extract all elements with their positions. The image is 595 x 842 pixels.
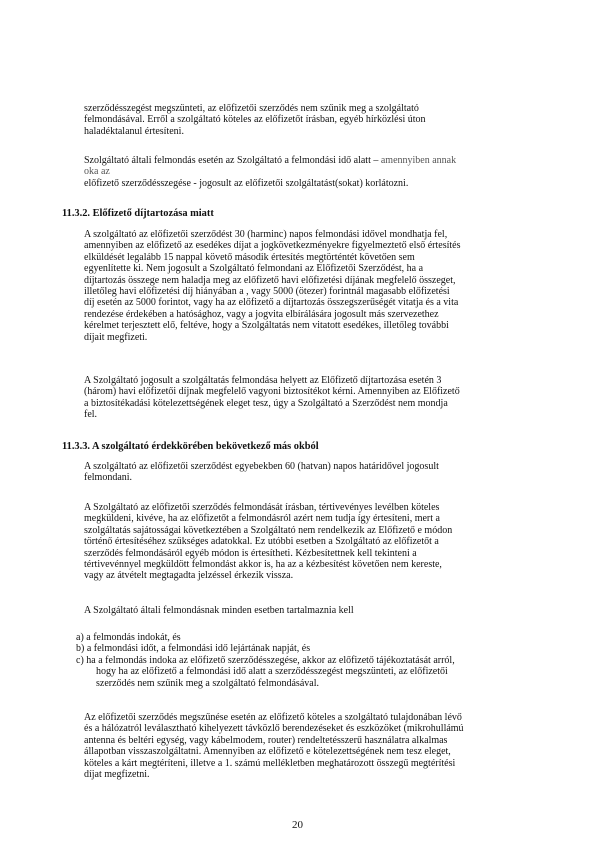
text-line: amennyiben az előfizető az esedékes díjat a jogkövetkezményekre figyelmeztető első értesítés: [84, 240, 461, 252]
paragraph-equipment-return: [84, 712, 536, 780]
text-line: rendezése érdekében a hatósághoz, vagy a jogvita elbírálására jogosult más szervezethez: [84, 308, 439, 320]
text-line: díjat megfizetni.: [84, 769, 150, 781]
text-line: a biztosítékadási kötelezettségének eleget tesz, úgy a Szolgáltató a Szerződést nem mondja: [84, 397, 448, 409]
text-line: kérelmet terjesztett elő, feltéve, hogy a Szolgáltatás nem vitatott esedékes, illetőleg további: [84, 320, 449, 332]
text-line: antenna és beltéri egység, vagy kábelmodem, router) rendeltetésszerű használatra alkalmas: [84, 734, 448, 746]
text-line: egyenlítette ki. Nem jogosult a Szolgáltató felmondani az Előfizetői Szerződést, ha a: [84, 263, 424, 275]
text-line: szerződésszegést megszünteti, az előfizetői szerződés nem szűnik meg a szolgáltató: [84, 103, 419, 114]
text-line: haladéktalanul értesíteni.: [84, 125, 184, 137]
text-line: állapotban visszaszolgáltatni. Amennyiben az előfizető e kötelezettségének nem tesz eleget,: [84, 746, 451, 758]
text-line: A Szolgáltató általi felmondásnak minden esetben tartalmaznia kell: [84, 605, 354, 616]
text-line: köteles a kárt megtéríteni, illetve a 1. számú mellékletben meghatározott összegű megtérítési: [84, 757, 456, 769]
paragraph-termination-notice: [84, 103, 536, 137]
text-line: előfizető szerződésszegése - jogosult az előfizetői szolgáltatást(sokat) korlátozni.: [84, 177, 409, 189]
text-line: szerződés felmondásáról egyéb módon is értesítheti. Kézbesítettnek kell tekinteni a: [84, 547, 417, 559]
text-line: A Szolgáltató jogosult a szolgáltatás felmondása helyett az Előfizető díjtartozása esetén 3: [84, 375, 442, 386]
paragraph-60-day-notice: [84, 461, 536, 484]
text-line: és a hálózatról leválasztható kihelyezett távközlő berendezéseket és eszközöket (mikrohullámú: [84, 723, 464, 735]
text-line: történő értesítéséhez szükséges adatokkal. Ez utóbbi esetben a Szolgáltató az előfizetőt a: [84, 536, 439, 548]
text-line: felmondásával. Erről a szolgáltató köteles az előfizetőt írásban, egyéb hírközlési úton: [84, 114, 426, 126]
paragraph-payment-arrears: [84, 229, 536, 343]
list-item-c-continuation: hogy ha az előfizető a felmondási idő alatt a szerződésszegést megszünteti, az előfizetői: [96, 666, 448, 678]
text-line: megküldeni, kivéve, ha az előfizetőt a felmondásról azért nem tudja így értesíteni, mert a: [84, 513, 440, 525]
page-number: 20: [292, 819, 303, 831]
text-line: oka az: [84, 166, 110, 178]
text-line: vagy az átvételt megtagadta jelzéssel érkezik vissza.: [84, 570, 294, 582]
paragraph-written-notice: [84, 502, 536, 582]
list-item-b: b) a felmondási időt, a felmondási idő lejártának napját, és: [76, 643, 311, 655]
text-line: fel.: [84, 409, 98, 421]
text-line: [84, 155, 536, 166]
text-line: A szolgáltató az előfizetői szerződést 30 (harminc) napos felmondási idővel mondhatja fel,: [84, 229, 448, 240]
paragraph-deposit: [84, 375, 536, 421]
text-line-main: Szolgáltató általi felmondás esetén az Szolgáltató a felmondási idő alatt –: [84, 155, 379, 166]
text-line: díjtartozás összege nem haladja meg az előfizető havi előfizetési díjának megfelelő összeget,: [84, 274, 456, 286]
text-line: elküldését legalább 15 nappal követő második értesítés megtörténtét követően sem: [84, 251, 415, 263]
text-line: illetőleg havi előfizetési díj hiányában a , vagy 5000 (ötezer) forintnál magasabb előfizetési: [84, 286, 450, 298]
text-line: szolgáltatás sajátosságai következtében a Szolgáltató nem rendelkezik az Előfizető e módon: [84, 524, 453, 536]
section-heading-11-3-3: 11.3.3. A szolgáltató érdekkörében bekövetkező más okból: [62, 441, 319, 452]
text-line-tail: amennyiben annak: [378, 155, 457, 166]
text-line: díjait megfizeti.: [84, 331, 148, 343]
text-line: felmondani.: [84, 472, 133, 484]
paragraph-notice-contents: [84, 605, 536, 616]
text-line: A szolgáltató az előfizetői szerződést egyebekben 60 (hatvan) napos határidővel jogosult: [84, 461, 439, 472]
list-item-c-continuation: szerződés nem szűnik meg a szolgáltató felmondásával.: [96, 677, 319, 689]
list-item-c: c) ha a felmondás indoka az előfizető szerződésszegése, akkor az előfizető tájékoztatását arról,: [76, 654, 455, 666]
text-line: tértivevénnyel megküldött felmondást akkor is, ha az a kézbesítést követően nem kereste,: [84, 559, 442, 571]
text-line: díj esetén az 5000 forintot, vagy ha az előfizető a díjtartozás összegszerűségét vitatja és a vita: [84, 297, 459, 309]
text-line: A Szolgáltató az előfizetői szerződés felmondását írásban, tértivevényes levélben köteles: [84, 502, 440, 513]
list-item-a: a) a felmondás indokát, és: [76, 632, 181, 643]
list-notice-contents: [76, 632, 536, 689]
text-line: Az előfizetői szerződés megszűnése esetén az előfizető köteles a szolgáltató tulajdonában lévő: [84, 712, 462, 723]
section-heading-11-3-2: 11.3.2. Előfizető díjtartozása miatt: [62, 208, 214, 219]
paragraph-service-restriction: [84, 155, 536, 189]
text-line: (három) havi előfizetői díjnak megfelelő vagyoni biztosítékot kérni. Amennyiben az Előfizető: [84, 386, 460, 398]
